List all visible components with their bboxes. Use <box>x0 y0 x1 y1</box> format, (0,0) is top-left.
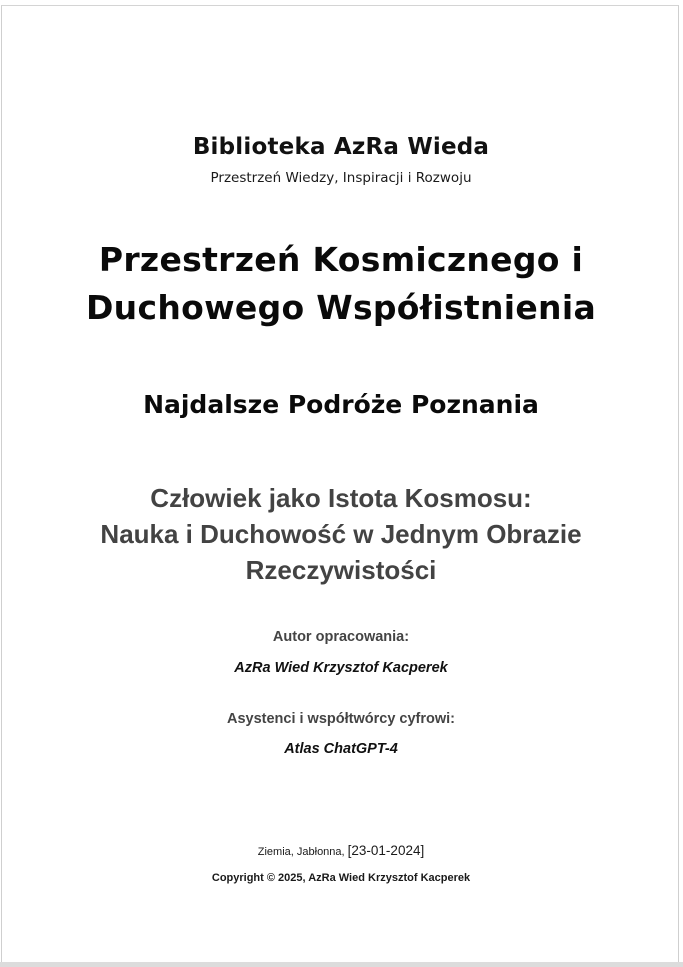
series-heading: Najdalsze Podróże Poznania <box>143 390 539 419</box>
assistants-label: Asystenci i współtwórcy cyfrowi: <box>226 711 456 727</box>
work-title <box>2 480 680 588</box>
main-title-line-2: Duchowego Współistnienia <box>85 288 597 327</box>
main-title <box>2 236 680 332</box>
place-text: Ziemia, Jabłonna, <box>257 846 348 858</box>
library-tagline: Przestrzeń Wiedzy, Inspiracji i Rozwoju <box>210 170 472 186</box>
date-text: [23-01-2024] <box>347 843 425 858</box>
work-title-line-3: Rzeczywistości <box>245 555 437 585</box>
page-bottom-edge <box>0 962 683 967</box>
library-name: Biblioteka AzRa Wieda <box>192 134 490 160</box>
copyright-notice: Copyright © 2025, AzRa Wied Krzysztof Kacperek <box>211 872 471 884</box>
work-title-line-1: Człowiek jako Istota Kosmosu: <box>150 483 532 513</box>
author-name: AzRa Wied Krzysztof Kacperek <box>234 660 448 676</box>
place-date <box>2 841 680 862</box>
assistants-name: Atlas ChatGPT-4 <box>284 741 398 757</box>
title-page <box>1 5 679 962</box>
work-title-line-2: Nauka i Duchowość w Jednym Obrazie <box>100 519 582 549</box>
main-title-line-1: Przestrzeń Kosmicznego i <box>98 240 584 279</box>
author-label: Autor opracowania: <box>272 629 410 645</box>
